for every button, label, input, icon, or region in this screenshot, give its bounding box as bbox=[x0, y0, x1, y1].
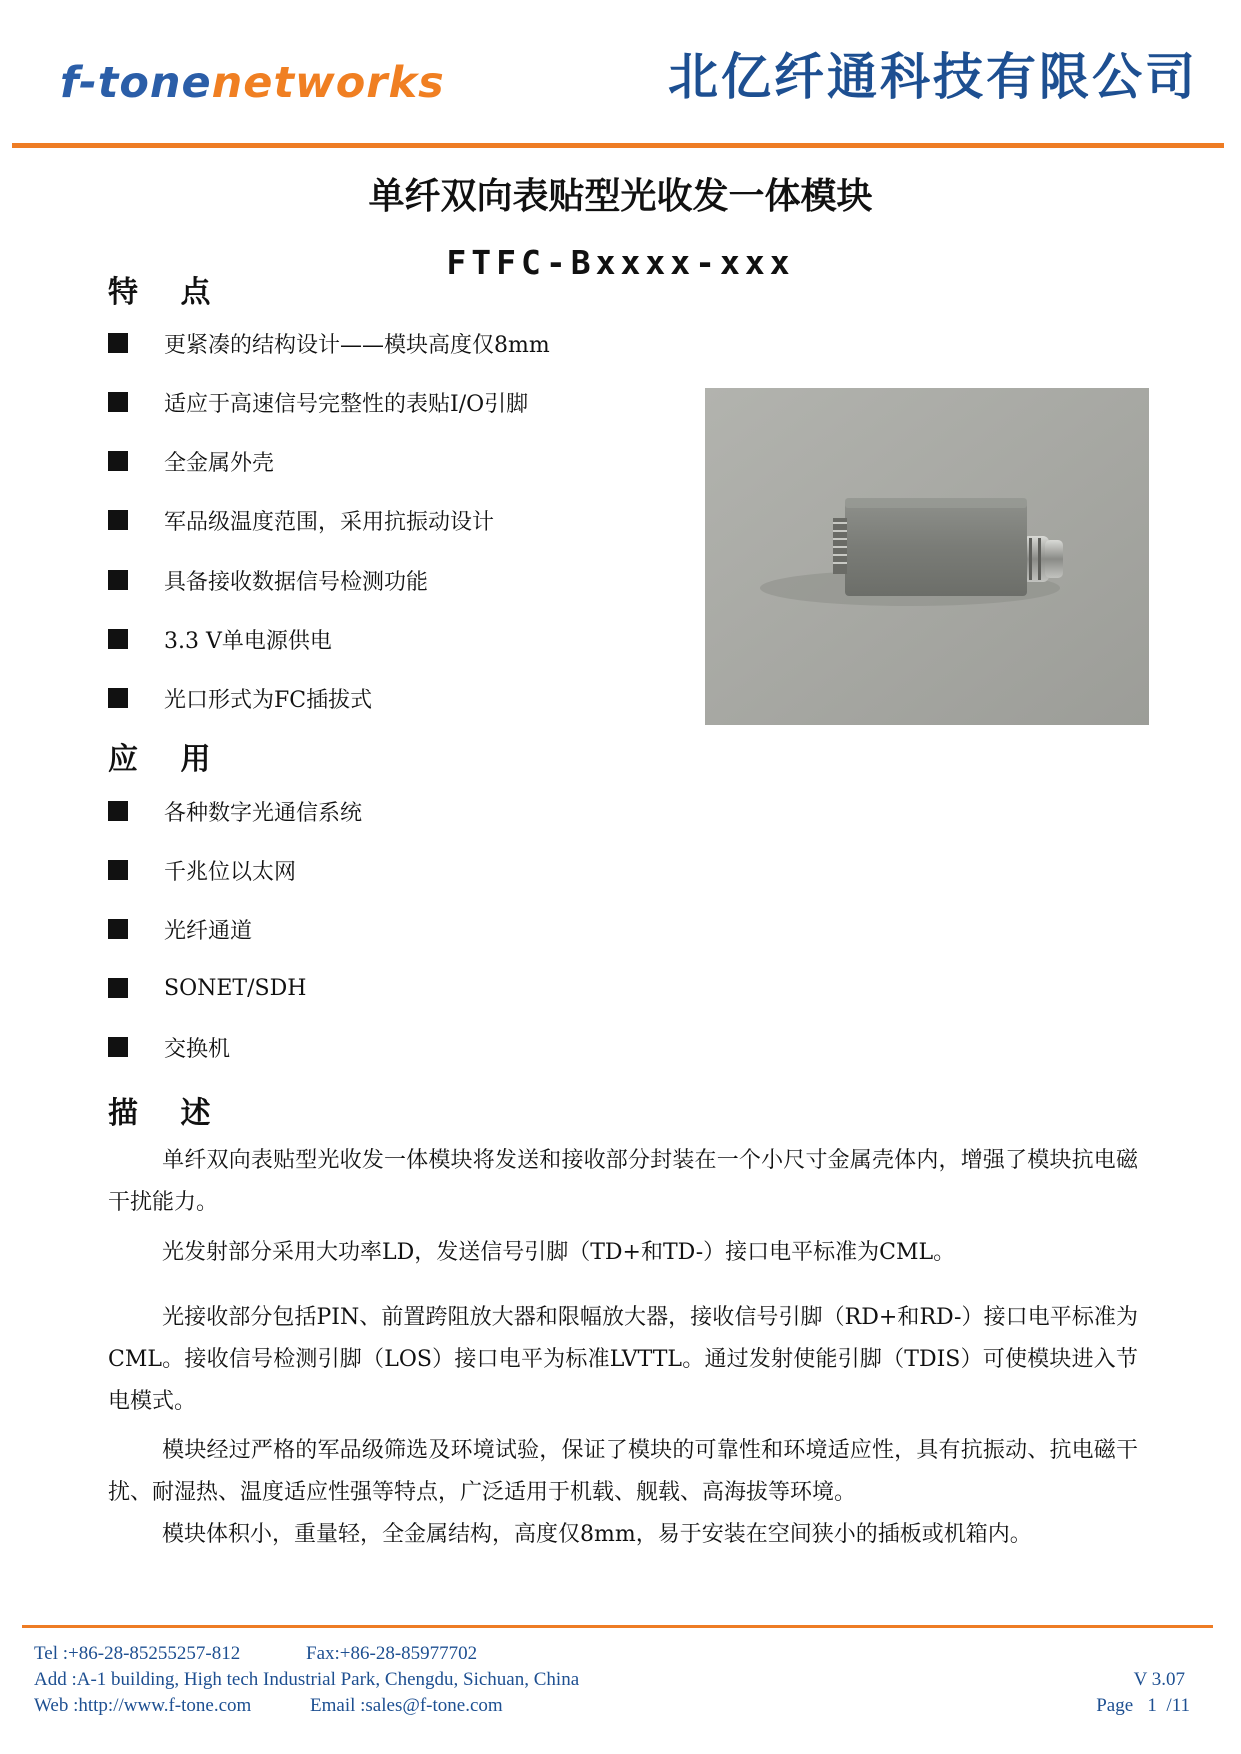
footer-version: V 3.07 bbox=[1133, 1669, 1185, 1690]
description-text: 光发射部分采用大功率LD，发送信号引脚（TD+和TD-）接口电平标准为CML。 bbox=[162, 1240, 956, 1265]
application-text: SONET/SDH bbox=[164, 975, 307, 1001]
description-text: 光接收部分包括PIN、前置跨阻放大器和限幅放大器，接收信号引脚（RD+和RD-）接口电平标准为CML。接收信号检测引脚（LOS）接口电平为标准LVTTL。通过发射使能引脚（TDIS）可使模块进入节电模式。 bbox=[108, 1305, 1138, 1414]
application-text: 各种数字光通信系统 bbox=[164, 800, 363, 826]
description-text: 单纤双向表贴型光收发一体模块将发送和接收部分封装在一个小尺寸金属壳体内，增强了模块抗电磁干扰能力。 bbox=[108, 1148, 1138, 1215]
footer-fax: Fax:+86-28-85977702 bbox=[306, 1643, 478, 1664]
feature-text: 更紧凑的结构设计——模块高度仅8mm bbox=[164, 332, 550, 358]
description-paragraph bbox=[108, 1232, 1138, 1274]
feature-item bbox=[108, 328, 550, 358]
bullet-square-icon bbox=[108, 978, 128, 998]
feature-text: 全金属外壳 bbox=[164, 450, 275, 476]
feature-text: 具备接收数据信号检测功能 bbox=[164, 569, 429, 595]
feature-text: 光口形式为FC插拔式 bbox=[164, 687, 373, 713]
company-name: 北亿纤通科技有限公司 bbox=[668, 47, 1198, 106]
application-text: 交换机 bbox=[164, 1036, 231, 1062]
footer-email-link[interactable]: Email :sales@f-tone.com bbox=[310, 1695, 503, 1716]
description-text: 模块体积小，重量轻，全金属结构，高度仅8mm，易于安装在空间狭小的插板或机箱内。 bbox=[162, 1522, 1032, 1547]
feature-item bbox=[108, 624, 332, 654]
feature-text: 军品级温度范围，采用抗振动设计 bbox=[164, 509, 495, 535]
description-paragraph bbox=[108, 1140, 1138, 1224]
bullet-square-icon bbox=[108, 451, 128, 471]
feature-item bbox=[108, 683, 372, 713]
feature-text: 3.3 V单电源供电 bbox=[164, 628, 332, 654]
logo-text-part2: networks bbox=[211, 58, 445, 108]
application-item bbox=[108, 1032, 230, 1062]
header-divider bbox=[12, 143, 1224, 148]
bullet-square-icon bbox=[108, 629, 128, 649]
bullet-square-icon bbox=[108, 570, 128, 590]
feature-item bbox=[108, 505, 494, 535]
feature-item bbox=[108, 387, 528, 417]
logo-text-part1: f-tone bbox=[60, 58, 212, 108]
bullet-square-icon bbox=[108, 801, 128, 821]
bullet-square-icon bbox=[108, 392, 128, 412]
feature-text: 适应于高速信号完整性的表贴I/O引脚 bbox=[164, 391, 529, 417]
application-item bbox=[108, 796, 362, 826]
bullet-square-icon bbox=[108, 333, 128, 353]
footer-web-link[interactable]: Web :http://www.f-tone.com bbox=[34, 1695, 252, 1716]
description-paragraph bbox=[108, 1297, 1138, 1423]
footer-divider bbox=[22, 1625, 1213, 1628]
product-photo bbox=[705, 388, 1149, 725]
feature-item bbox=[108, 565, 428, 595]
footer-address: Add :A-1 building, High tech Industrial Park, Chengdu, Sichuan, China bbox=[34, 1669, 580, 1690]
bullet-square-icon bbox=[108, 1037, 128, 1057]
application-item bbox=[108, 855, 296, 885]
document-title: 单纤双向表贴型光收发一体模块 bbox=[368, 176, 873, 217]
features-heading: 特 点 bbox=[108, 275, 227, 310]
bullet-square-icon bbox=[108, 510, 128, 530]
bullet-square-icon bbox=[108, 688, 128, 708]
description-text: 模块经过严格的军品级筛选及环境试验，保证了模块的可靠性和环境适应性，具有抗振动、抗电磁干扰、耐湿热、温度适应性强等特点，广泛适用于机载、舰载、高海拔等环境。 bbox=[108, 1438, 1138, 1505]
bullet-square-icon bbox=[108, 860, 128, 880]
footer-tel: Tel :+86-28-85255257-812 bbox=[34, 1643, 241, 1664]
applications-heading: 应 用 bbox=[108, 742, 227, 777]
description-paragraph bbox=[108, 1514, 1138, 1556]
feature-item bbox=[108, 446, 274, 476]
bullet-square-icon bbox=[108, 919, 128, 939]
application-text: 光纤通道 bbox=[164, 918, 253, 944]
application-item bbox=[108, 973, 306, 1003]
footer-page-number: Page 1 /11 bbox=[1096, 1695, 1190, 1716]
part-number: FTFC-Bxxxx-xxx bbox=[446, 243, 795, 282]
description-heading: 描 述 bbox=[108, 1096, 227, 1131]
company-logo bbox=[60, 58, 445, 108]
application-item bbox=[108, 914, 252, 944]
application-text: 千兆位以太网 bbox=[164, 859, 297, 885]
description-paragraph bbox=[108, 1430, 1138, 1514]
